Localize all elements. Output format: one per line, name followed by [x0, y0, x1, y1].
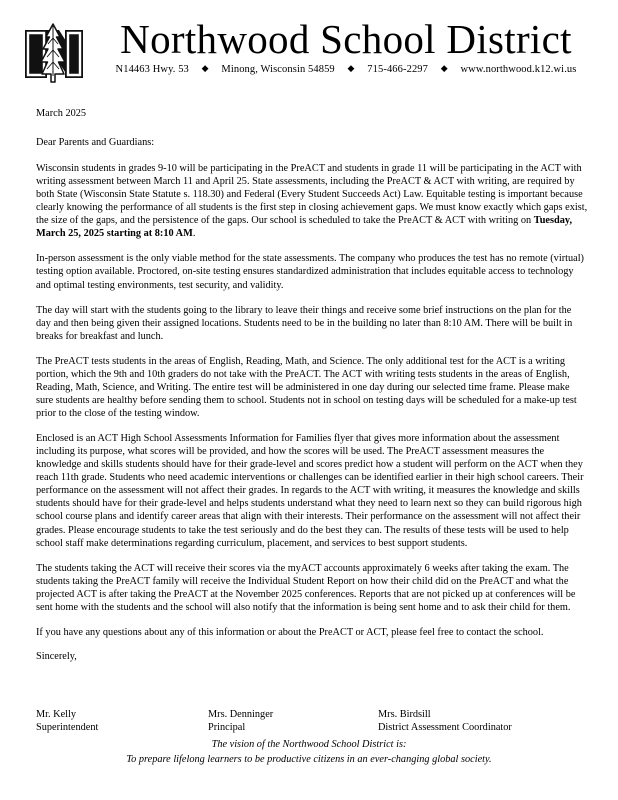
- address-phone: 715-466-2297: [367, 64, 428, 76]
- paragraph-1-text-part-2: .: [192, 228, 196, 240]
- signature-column-assessment-coordinator: [378, 708, 512, 735]
- letter-body: [0, 108, 618, 735]
- northwood-n-pinetree-logo-icon: [17, 22, 89, 86]
- signer-title: Principal: [208, 722, 246, 734]
- letterhead: [0, 0, 618, 86]
- address-street: N14463 Hwy. 53: [115, 64, 189, 76]
- letterhead-text: [92, 18, 604, 75]
- address-line: [92, 63, 600, 75]
- signature-column-principal: [208, 708, 378, 735]
- paragraph-4: The PreACT tests students in the areas of English, Reading, Math, and Science. The only additional test for the ACT is a writing portion, which the 9th and 10th graders do not take with the PreACT. The ACT with writing tests students in the areas of English, Reading, Math, Science, and Writing. The entire test will be administered in one day during our selected time frame. Please make sure students are healthy before sending them to school. Students not in school on testing days will be scheduled for a make-up test prior to the close of the testing window.: [36, 355, 577, 419]
- address-website: www.northwood.k12.wi.us: [460, 64, 577, 76]
- paragraph-1: [36, 162, 588, 240]
- signer-name: Mrs. Birdsill: [378, 708, 431, 720]
- closing: Sincerely,: [36, 650, 77, 662]
- signer-name: Mrs. Denninger: [208, 708, 274, 720]
- letter-date: March 2025: [36, 108, 87, 119]
- signature-block: [36, 708, 588, 735]
- paragraph-3: The day will start with the students going to the library to leave their things and receive some brief instructions on the plan for the day and then being given their assigned locations. Students need to be in the building no later than 8:10 AM. There will be built in breaks for breakfast and lunch.: [36, 304, 573, 342]
- salutation: Dear Parents and Guardians:: [36, 137, 155, 148]
- diamond-separator-icon: ◆: [347, 63, 355, 74]
- paragraph-7: If you have any questions about any of this information or about the PreACT or ACT, please feel free to contact the school.: [36, 626, 544, 638]
- vision-line-2: To prepare lifelong learners to be productive citizens in an ever-changing global society.: [126, 754, 492, 766]
- signer-name: Mr. Kelly: [36, 708, 77, 720]
- diamond-separator-icon: ◆: [440, 63, 448, 74]
- district-name: Northwood School District: [120, 16, 572, 62]
- paragraph-6: The students taking the ACT will receive their scores via the myACT accounts approximately 6 weeks after taking the exam. The students taking the PreACT family will receive the Individual Student Report on how their child did on the PreACT and what the projected ACT is after taking the PreACT at the November 2025 conferences. Reports that are not picked up at conferences will be sent home with the students and the school will also notify that the information is being sent home and to ask their child for them.: [36, 562, 576, 613]
- paragraph-5: Enclosed is an ACT High School Assessments Information for Families flyer that gives more information about the assessment including its purpose, what scores will be provided, and how the scores will be used. The PreACT assessment measures the knowledge and skills students should have for their grade-level and scores predict how a student will perform on the ACT when they reach 11th grade. Students who need academic interventions or challenges can be identified earlier in their high school careers. Their performance on the assessment will not affect their grades. In regards to the ACT with writing, it measures the knowledge and skills students should have for their grade-level and helps students understand what they need to learn next so they can build rigorous high school course plans and identify career areas that align with their interests. Their performance on the assessment will not affect their grades. Please encourage students to take the test seriously and do the best they can. The results of these tests will be used to help school staff make determinations regarding curriculum, placement, and services to best support students.: [36, 433, 584, 549]
- paragraph-1-text-part-1: Wisconsin students in grades 9-10 will be participating in the PreACT and students in grade 11 will be participating in the ACT with writing assessment between March 11 and April 25. State assessments, including the PreACT & ACT with writing, are required by both State (Wisconsin State Statute s. 118.30) and Federal (Every Student Succeeds Act) Law. Equitable testing is important because clearly knowing the performance of all students is the first step in closing achievement gaps. We must know exactly which gaps exist, the size of the gaps, and the persistence of the gaps. Our school is scheduled to take the PreACT & ACT with writing on: [36, 163, 588, 227]
- signature-column-superintendent: [36, 708, 208, 735]
- address-city-state-zip: Minong, Wisconsin 54859: [221, 64, 335, 76]
- vision-statement: [0, 738, 618, 768]
- signer-title: District Assessment Coordinator: [378, 722, 512, 734]
- vision-line-1: The vision of the Northwood School District is:: [211, 739, 407, 751]
- logo-container: [14, 18, 92, 86]
- signer-title: Superintendent: [36, 722, 99, 734]
- paragraph-1-bold-date: Tuesday, March 25, 2025 starting at 8:10 AM: [36, 215, 573, 240]
- paragraph-2: In-person assessment is the only viable method for the state assessments. The company who produces the test has no remote (virtual) testing option available. Proctored, on-site testing ensures standardized administration that includes equitable access to technology and optimal testing environments, test security, and validity.: [36, 253, 584, 291]
- diamond-separator-icon: ◆: [201, 63, 209, 74]
